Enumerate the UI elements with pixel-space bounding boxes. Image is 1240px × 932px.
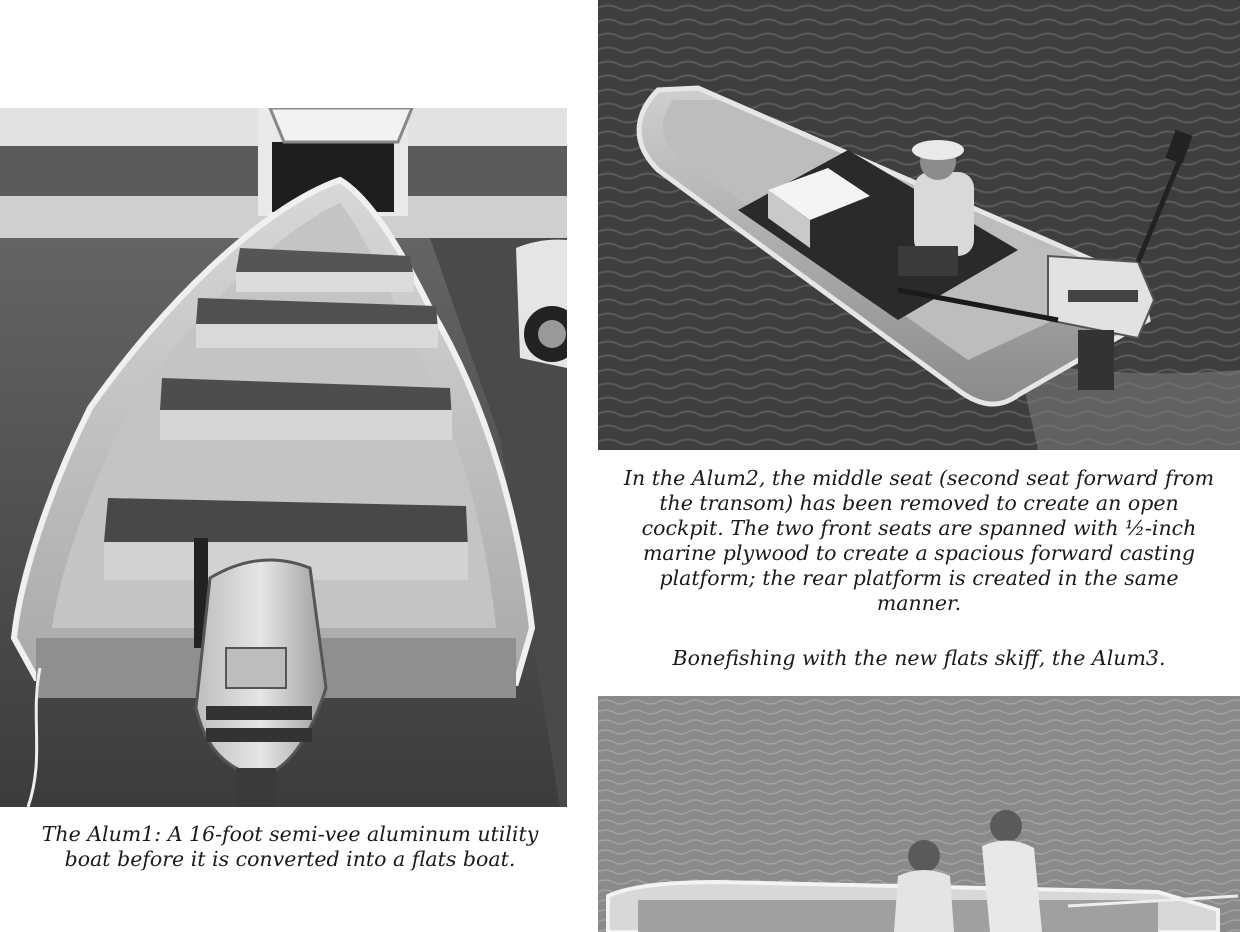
flats-skiff-illustration: [598, 696, 1240, 932]
photo-alum1-utility-boat: [0, 108, 567, 807]
caption-alum2: In the Alum2, the middle seat (second seat forward from the transom) has been removed to create an open cockpit. The two front seats are spanned with ½-inch marine plywood to create a spacious forward casting platform; the rear platform is created in the same manner.: [623, 466, 1215, 615]
photo-alum3-bonefishing: [598, 696, 1240, 932]
boat-on-grass-illustration: [0, 108, 567, 807]
caption-alum3: Bonefishing with the new flats skiff, the Alum3.: [672, 646, 1166, 670]
caption-alum1: The Alum1: A 16-foot semi-vee aluminum utility boat before it is converted into a flats boat.: [41, 822, 539, 871]
photo-alum2-open-cockpit: [598, 0, 1240, 450]
skiff-on-water-illustration: [598, 0, 1240, 450]
